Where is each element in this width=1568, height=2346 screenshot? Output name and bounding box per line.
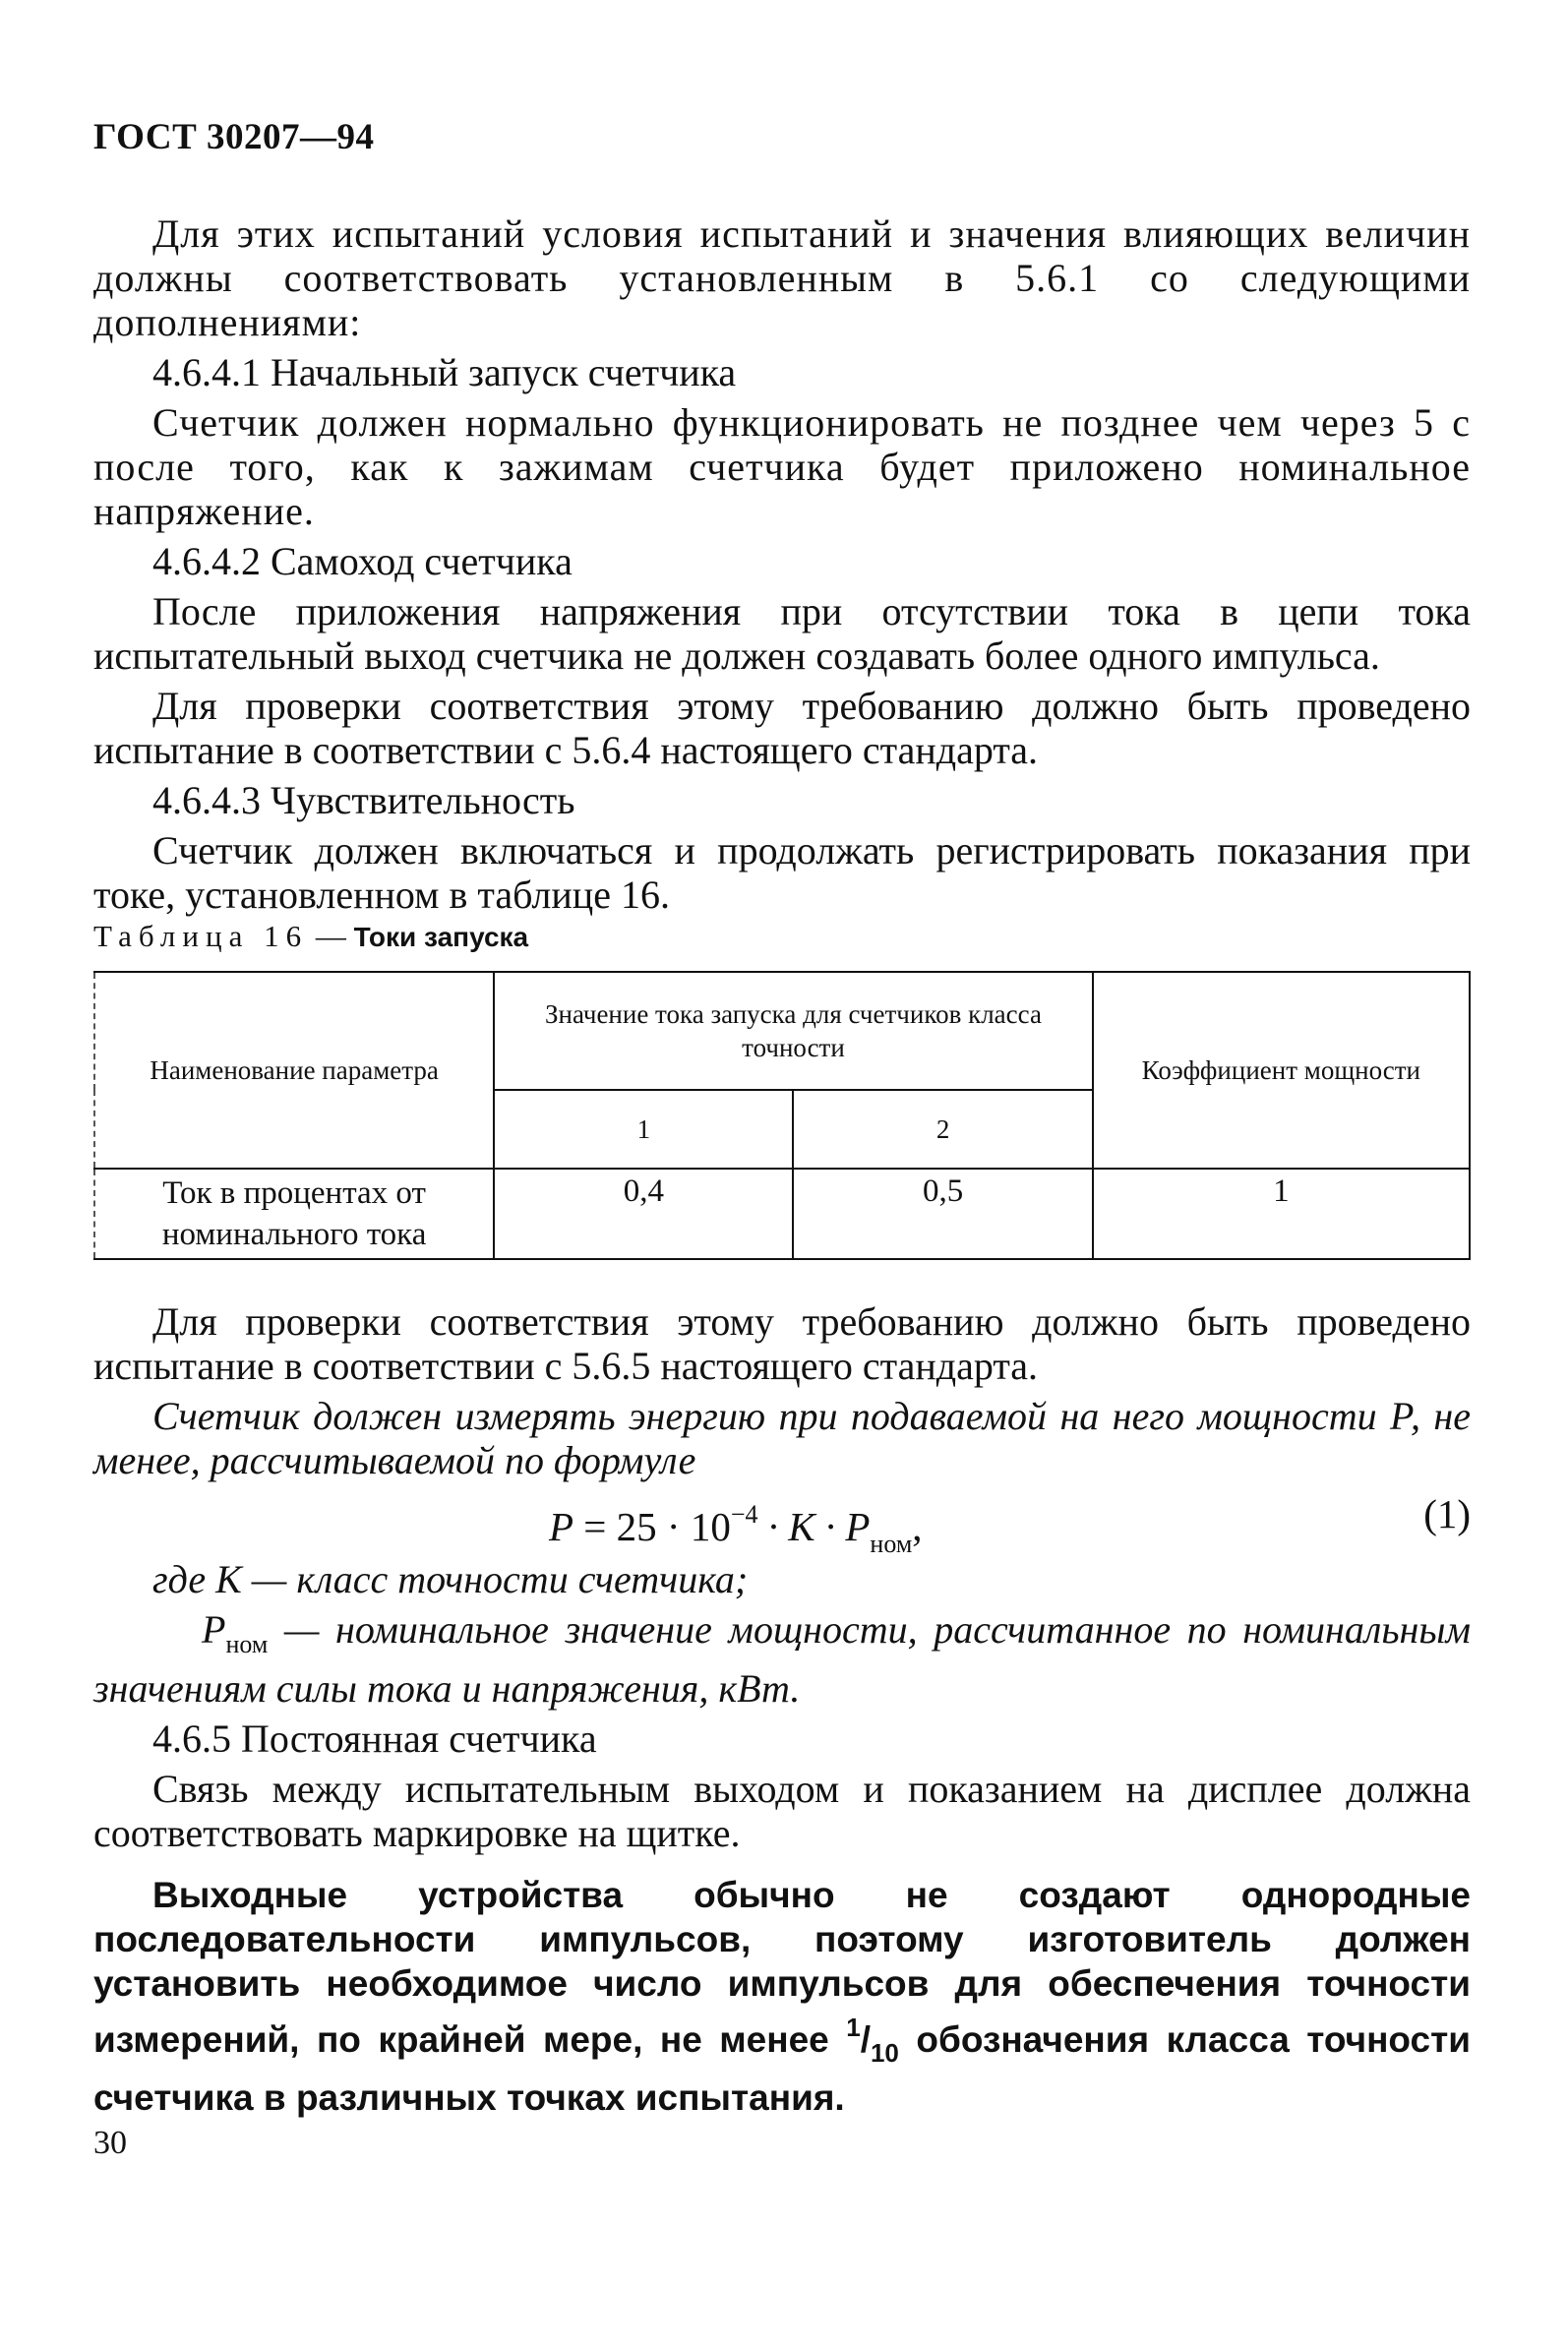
paragraph: Счетчик должен нормально функционировать не позднее чем через 5 с после того, как к зажимам счетчика будет приложено номинальное напряжение. bbox=[93, 400, 1471, 533]
table-caption bbox=[93, 917, 1471, 957]
table-cell-class-1: 0,4 bbox=[494, 1169, 793, 1259]
paragraph-italic: Счетчик должен измерять энергию при подаваемой на него мощности Р, не менее, рассчитываемой по формуле bbox=[93, 1394, 1471, 1482]
table-caption-label: Таблица 16 bbox=[93, 919, 309, 953]
formula-explanation: где K — класс точности счетчика; bbox=[152, 1557, 749, 1601]
header-cell-class-1: 1 bbox=[494, 1090, 793, 1169]
table-cell-parameter: Ток в процентах от номинального тока bbox=[94, 1169, 494, 1259]
fraction: $^1/_{10}$ bbox=[846, 2013, 899, 2068]
header-cell-parameter: Наименование параметра bbox=[94, 972, 494, 1169]
document-body bbox=[93, 211, 1471, 2120]
paragraph: Для проверки соответствия этому требованию должно быть проведено испытание в соответствии с 5.6.5 настоящего стандарта. bbox=[93, 1299, 1471, 1388]
paragraph: После приложения напряжения при отсутствии тока в цепи тока испытательный выход счетчика не должен создавать более одного импульса. bbox=[93, 589, 1471, 678]
formula-number: (1) bbox=[1423, 1491, 1471, 1536]
section-heading: 4.6.4.2 Самоход счетчика bbox=[152, 539, 573, 583]
formula-explanation: $P_{ном}$ — номинальное значение мощности, рассчитанное по номинальным значениям силы тока и напряжения, кВт. bbox=[93, 1607, 1471, 1711]
paragraph-bold: Выходные устройства обычно не создают однородные последовательности импульсов, поэтому изготовитель должен установить необходимое число импульсов для обеспечения точности измерений, по крайней мере, не менее $^1/_{10}$ обозначения класса точности счетчика в различных точках испытания. bbox=[93, 1875, 1471, 2118]
table-caption-title: Токи запуска bbox=[353, 922, 529, 952]
paragraph: Связь между испытательным выходом и показанием на дисплее должна соответствовать маркировке на щитке. bbox=[93, 1767, 1471, 1855]
paragraph: Для этих испытаний условия испытаний и значения влияющих величин должны соответствовать установленным в 5.6.1 со следующими дополнениями: bbox=[93, 211, 1471, 344]
paragraph: Счетчик должен включаться и продолжать регистрировать показания при токе, установленном в таблице 16. bbox=[93, 828, 1471, 917]
paragraph: Для проверки соответствия этому требованию должно быть проведено испытание в соответствии с 5.6.4 настоящего стандарта. bbox=[93, 684, 1471, 772]
table-caption-dash: — bbox=[308, 919, 354, 953]
page-number: 30 bbox=[93, 2125, 127, 2161]
formula-expression: $P = 25 \cdot 10^{-4} \cdot K \cdot P_{ном}$, bbox=[549, 1500, 923, 1558]
table-16 bbox=[93, 971, 1471, 1260]
document-header: ГОСТ 30207—94 bbox=[93, 117, 375, 157]
table-cell-coefficient: 1 bbox=[1093, 1169, 1470, 1259]
header-cell-class-2: 2 bbox=[793, 1090, 1092, 1169]
header-cell-coefficient: Коэффициент мощности bbox=[1093, 972, 1470, 1169]
header-cell-value: Значение тока запуска для счетчиков класса точности bbox=[494, 972, 1092, 1090]
section-heading: 4.6.4.3 Чувствительность bbox=[152, 778, 575, 822]
table-row bbox=[94, 1169, 1470, 1259]
section-heading: 4.6.4.1 Начальный запуск счетчика bbox=[152, 350, 737, 394]
section-heading: 4.6.5 Постоянная счетчика bbox=[152, 1716, 597, 1761]
formula bbox=[93, 1484, 1471, 1558]
table-cell-class-2: 0,5 bbox=[793, 1169, 1092, 1259]
